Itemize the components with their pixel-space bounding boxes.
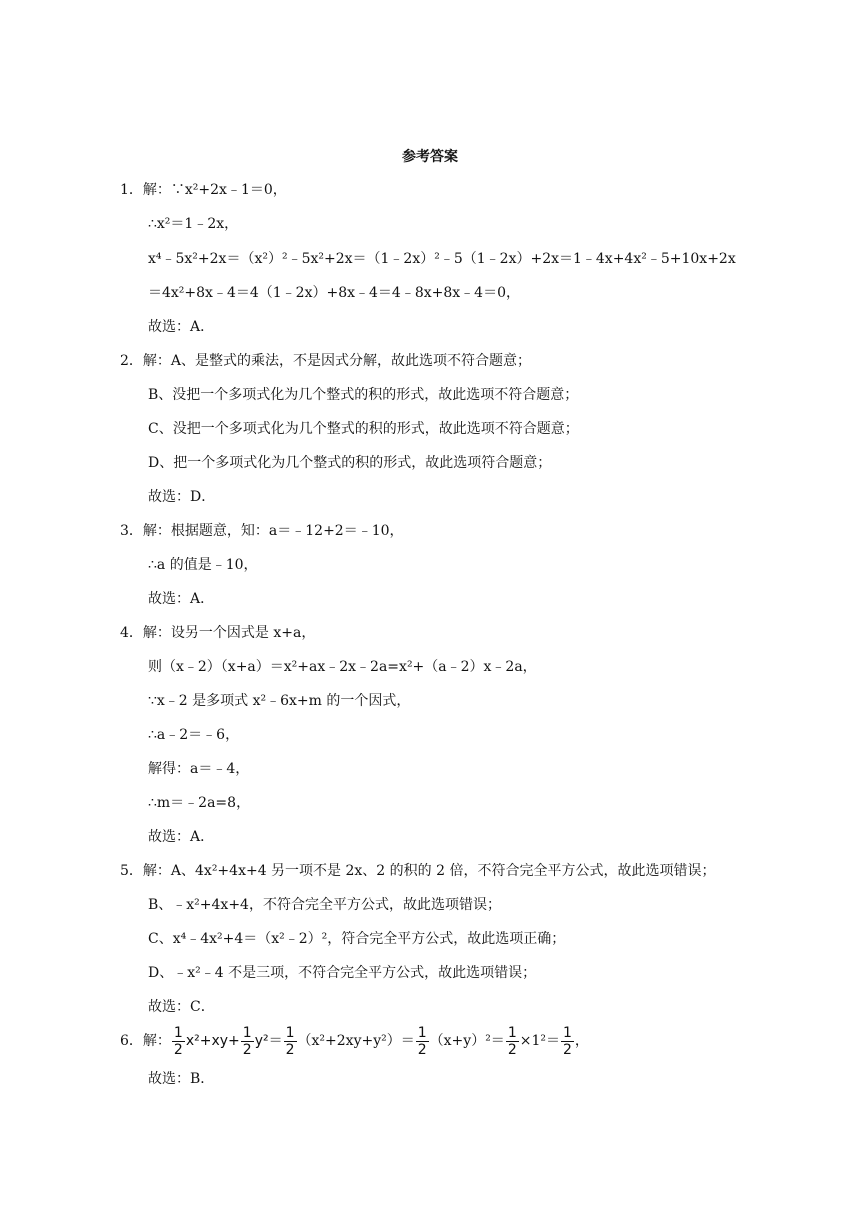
q5-line-4: D、﹣x²﹣4 不是三项，不符合完全平方公式，故此选项错误；	[148, 965, 537, 981]
q3-line-2: ∴a 的值是﹣10，	[148, 557, 258, 573]
q4-line-4: ∴a﹣2＝﹣6，	[148, 727, 240, 743]
q4-line-2: 则（x﹣2）（x+a）＝x²+ax﹣2x﹣2a=x²+（a﹣2）x﹣2a，	[148, 659, 537, 675]
q6-equation	[120, 1024, 589, 1058]
q4-line-6: ∴m＝﹣2a=8，	[148, 795, 251, 811]
fraction-half: $\frac{1}{2}$	[417, 1024, 427, 1058]
q6-term-5: ×1²＝	[519, 1033, 560, 1049]
fraction-half: $\frac{1}{2}$	[173, 1024, 183, 1058]
fraction-half: $\frac{1}{2}$	[242, 1024, 252, 1058]
q1-line-1: 1．解：∵x²+2x﹣1＝0，	[120, 182, 287, 198]
q2-line-1: 2．解：A、是整式的乘法，不是因式分解，故此选项不符合题意；	[120, 353, 532, 369]
q5-answer: 故选：C．	[148, 999, 215, 1015]
q4-answer: 故选：A．	[148, 829, 215, 845]
q1-line-3: x⁴﹣5x²+2x＝（x²）²﹣5x²+2x＝（1﹣2x）²﹣5（1﹣2x）+2x＝1﹣4x+4x²﹣5+10x+2x	[148, 251, 736, 267]
q3-line-1: 3．解：根据题意，知：a＝﹣12+2＝﹣10，	[120, 523, 404, 539]
q5-line-3: C、x⁴﹣4x²+4＝（x²﹣2）²，符合完全平方公式，故此选项正确；	[148, 931, 566, 947]
q2-line-2: B、没把一个多项式化为几个整式的积的形式，故此选项不符合题意；	[148, 387, 579, 403]
fraction-half: $\frac{1}{2}$	[562, 1024, 572, 1058]
q6-term-6: ，	[574, 1033, 589, 1049]
q4-line-1: 4．解：设另一个因式是 x+a，	[120, 625, 316, 641]
q6-term-3: （x²+2xy+y²）＝	[297, 1033, 415, 1049]
q3-answer: 故选：A．	[148, 591, 215, 607]
q2-line-4: D、把一个多项式化为几个整式的积的形式，故此选项符合题意；	[148, 455, 552, 471]
page-title: 参考答案	[402, 149, 458, 165]
q1-line-2: ∴x²＝1﹣2x，	[148, 216, 239, 232]
q1-line-4: ＝4x²+8x﹣4＝4（1﹣2x）+8x﹣4＝4﹣8x+8x﹣4＝0，	[148, 285, 520, 301]
q6-term-1: x²+xy+	[185, 1033, 240, 1049]
q5-line-1: 5．解：A、4x²+4x+4 另一项不是 2x、2 的积的 2 倍，不符合完全平方公式，故此选项错误；	[120, 863, 716, 879]
q6-term-4: （x+y）²＝	[429, 1033, 505, 1049]
q4-line-5: 解得：a＝﹣4，	[148, 761, 250, 777]
q5-line-2: B、﹣x²+4x+4，不符合完全平方公式，故此选项错误；	[148, 897, 501, 913]
q1-answer: 故选：A．	[148, 319, 215, 335]
q4-line-3: ∵x﹣2 是多项式 x²﹣6x+m 的一个因式，	[148, 693, 411, 709]
q2-answer: 故选：D．	[148, 489, 216, 505]
q2-line-3: C、没把一个多项式化为几个整式的积的形式，故此选项不符合题意；	[148, 421, 579, 437]
q6-term-2: y²＝	[254, 1033, 283, 1049]
q6-lead: 6．解：	[120, 1033, 171, 1049]
fraction-half: $\frac{1}{2}$	[507, 1024, 517, 1058]
fraction-half: $\frac{1}{2}$	[285, 1024, 295, 1058]
q6-answer: 故选：B．	[148, 1071, 215, 1087]
